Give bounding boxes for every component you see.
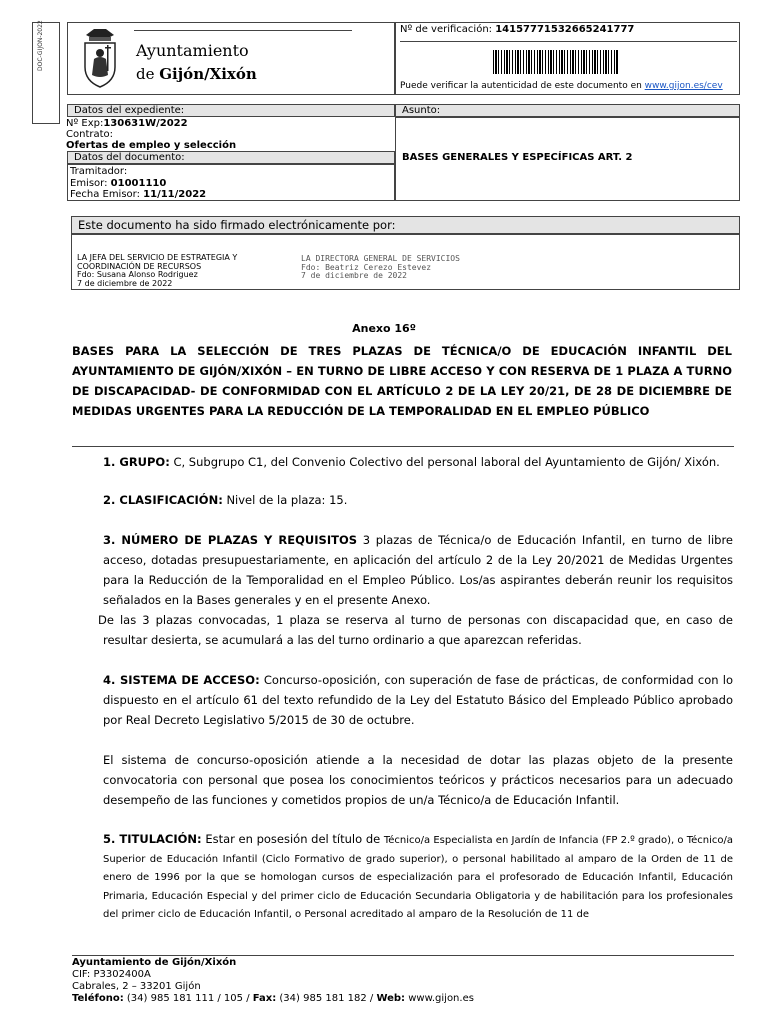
verification-check-text: Puede verificar la autenticidad de este documento en bbox=[400, 81, 645, 91]
footer-fax: (34) 985 181 182 / bbox=[276, 993, 377, 1004]
footer-web-label: Web: bbox=[376, 993, 406, 1004]
section-5-text-b: Técnico/a Especialista en Jardín de Infancia (FP 2.º grado), o Técnico/a Superior de Educación Infantil (Ciclo Formativo de grado superior), o personal habilitado al amparo de la Orden de 11 de enero de 1996 por la que se homologan cursos de especialización para el profesorado de Educación Infantil, Educación Primaria, Educación Especial y del primer ciclo de Educación Secundaria Obligatoria y de habilitación para los profesionales del primer ciclo de Educación Infantil, o Personal acreditado al amparo de la Resolución de 11 de bbox=[103, 835, 733, 920]
logo-box bbox=[67, 22, 395, 95]
footer bbox=[72, 957, 474, 1005]
verification-number bbox=[400, 24, 634, 35]
side-code-text: DOC-GIJON-2022 bbox=[37, 20, 44, 71]
section-1-text: C, Subgrupo C1, del Convenio Colectivo del personal laboral del Ayuntamiento de Gijón/ Xixón. bbox=[169, 455, 720, 469]
barcode-icon bbox=[493, 50, 618, 74]
section-3-extra: De las 3 plazas convocadas, 1 plaza se reserva al turno de personas con discapacidad que, en caso de resultar desierta, se acumulará a las del turno ordinario a que aparezcan referidas. bbox=[98, 613, 733, 647]
firma-left-line: Fdo: Susana Alonso Rodriguez bbox=[77, 270, 198, 279]
exp-value: 130631W/2022 bbox=[103, 118, 188, 129]
footer-cif: CIF: P3302400A bbox=[72, 969, 151, 980]
logo-city: Gijón/Xixón bbox=[159, 65, 257, 83]
logo-de: de bbox=[136, 65, 160, 83]
section-3-heading: 3. NÚMERO DE PLAZAS Y REQUISITOS bbox=[103, 533, 358, 547]
section-4-heading: 4. SISTEMA DE ACCESO: bbox=[103, 673, 260, 687]
asunto-header: Asunto: bbox=[395, 104, 740, 117]
annex-title: Anexo 16º bbox=[352, 322, 416, 335]
expediente-header: Datos del expediente: bbox=[67, 104, 395, 117]
firma-right-line: Fdo: Beatriz Cerezo Estevez bbox=[301, 262, 432, 272]
contrato-value: Ofertas de empleo y selección bbox=[66, 140, 237, 151]
side-code-box bbox=[32, 22, 60, 124]
exp-label: Nº Exp: bbox=[66, 118, 104, 129]
firma-left-line: 7 de diciembre de 2022 bbox=[77, 278, 173, 288]
footer-rule bbox=[72, 955, 734, 956]
verification-label: Nº de verificación: bbox=[400, 24, 496, 35]
footer-tel: (34) 985 181 111 / 105 / bbox=[123, 993, 253, 1004]
emisor-value: 01001110 bbox=[110, 178, 167, 189]
fecha-emisor bbox=[70, 189, 206, 200]
section-2-text: Nivel de la plaza: 15. bbox=[222, 493, 348, 507]
section-5-heading: 5. TITULACIÓN: bbox=[103, 832, 202, 846]
emisor-label: Emisor: bbox=[70, 178, 111, 189]
fecha-label: Fecha Emisor: bbox=[70, 189, 144, 200]
section-4-text: Concurso-oposición, con superación de fase de prácticas, de conformidad con lo dispuesto en el artículo 61 del texto refundido de la Ley del Estatuto Básico del Empleado Público aprobado por Real Decreto Legislativo 5/2015 de 30 de octubre. bbox=[103, 673, 733, 727]
footer-tel-label: Teléfono: bbox=[72, 993, 124, 1004]
title-rule bbox=[72, 446, 734, 447]
section-1 bbox=[103, 452, 733, 472]
section-4-extra: El sistema de concurso-oposición atiende a la necesidad de dotar las plazas objeto de la presente convocatoria con personal que posea los conocimientos teóricos y prácticos necesarios para un adecuado desempeño de las funciones y cometidos propios de un/a Técnico/a de Educación Infantil. bbox=[103, 753, 733, 807]
section-1-heading: 1. GRUPO: bbox=[103, 455, 170, 469]
fecha-value: 11/11/2022 bbox=[143, 189, 207, 200]
firmas-cell bbox=[71, 234, 740, 290]
section-3 bbox=[103, 530, 733, 610]
footer-contact bbox=[72, 993, 474, 1005]
firma-left bbox=[77, 254, 237, 288]
verification-text bbox=[400, 81, 723, 92]
asunto-cell bbox=[395, 117, 740, 201]
coat-of-arms-icon bbox=[80, 27, 120, 89]
footer-web[interactable]: www.gijon.es bbox=[405, 993, 474, 1004]
verification-link[interactable]: www.gijon.es/cev bbox=[644, 81, 723, 91]
section-2-heading: 2. CLASIFICACIÓN: bbox=[103, 493, 223, 507]
logo-rule bbox=[134, 30, 352, 31]
asunto-value: BASES GENERALES Y ESPECÍFICAS ART. 2 bbox=[402, 152, 633, 163]
tramitador-label: Tramitador: bbox=[70, 166, 128, 177]
footer-name: Ayuntamiento de Gijón/Xixón bbox=[72, 957, 237, 968]
main-title: BASES PARA LA SELECCIÓN DE TRES PLAZAS DE TÉCNICA/O DE EDUCACIÓN INFANTIL DEL AYUNTAMIENTO DE GIJÓN/XIXÓN – EN TURNO DE LIBRE ACCESO Y CON RESERVA DE 1 PLAZA A TURNO DE DISCAPACIDAD- DE CONFORMIDAD CON EL ARTÍCULO 2 DE LA LEY 20/21, DE 28 DE DICIEMBRE DE MEDIDAS URGENTES PARA LA REDUCCIÓN DE LA TEMPORALIDAD EN EL EMPLEO PÚBLICO bbox=[72, 344, 732, 418]
verification-rule bbox=[400, 41, 737, 42]
section-5-text-a: Estar en posesión del título de bbox=[201, 832, 384, 846]
firma-left-line: COORDINACIÓN DE RECURSOS bbox=[77, 261, 202, 271]
firma-right-line: 7 de diciembre de 2022 bbox=[301, 271, 407, 280]
contrato-label: Contrato: bbox=[66, 129, 114, 140]
section-5 bbox=[103, 830, 733, 925]
firmas-header: Este documento ha sido firmado electrónicamente por: bbox=[71, 216, 740, 234]
footer-address: Cabrales, 2 – 33201 Gijón bbox=[72, 981, 201, 992]
section-3-text: 3 plazas de Técnica/o de Educación Infantil, en turno de libre acceso, dotadas presupuestariamente, en aplicación del artículo 2 de la Ley 20/2021 de Medidas Urgentes para la Reducción de la Temporalidad en el Empleo Público. Los/as aspirantes deberán reunir los requisitos señalados en la Bases generales y en el presente Anexo. bbox=[103, 533, 733, 607]
documento-header: Datos del documento: bbox=[67, 151, 395, 164]
firma-right-line: LA DIRECTORA GENERAL DE SERVICIOS bbox=[301, 254, 460, 263]
firma-right bbox=[301, 255, 460, 281]
logo-line2 bbox=[136, 65, 257, 83]
section-4 bbox=[103, 670, 733, 730]
logo-line1: Ayuntamiento bbox=[136, 41, 249, 60]
firma-left-line: LA JEFA DEL SERVICIO DE ESTRATEGIA Y bbox=[77, 253, 238, 262]
emisor bbox=[70, 178, 166, 189]
footer-fax-label: Fax: bbox=[252, 993, 277, 1004]
section-2 bbox=[103, 490, 733, 510]
exp-number bbox=[66, 118, 188, 129]
verification-value: 14157771532665241777 bbox=[495, 24, 635, 35]
documento-cell bbox=[67, 164, 395, 201]
